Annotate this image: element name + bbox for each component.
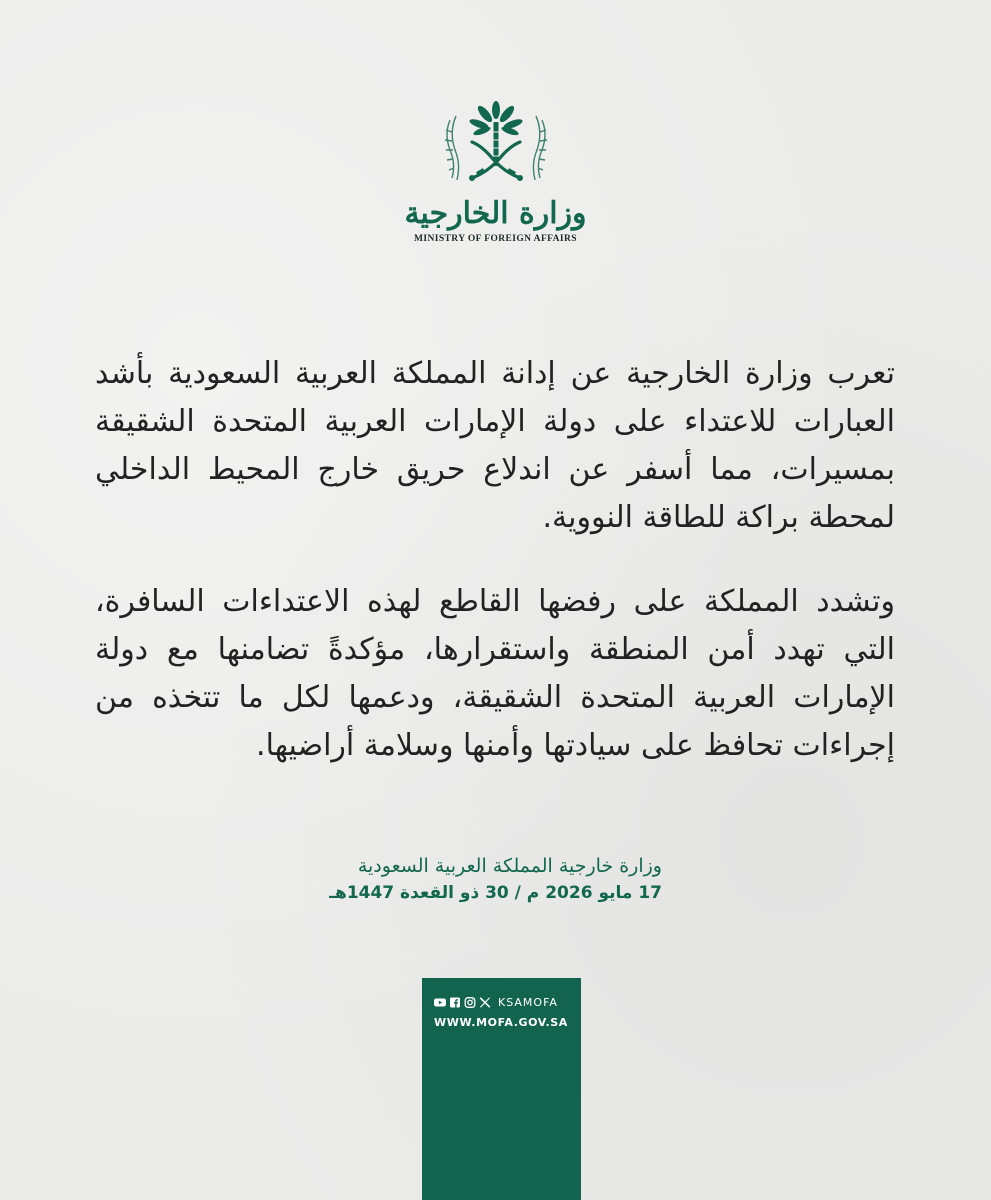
ministry-name-arabic: وزارة الخارجية <box>404 196 587 231</box>
palm-and-crossed-swords-icon <box>436 100 556 196</box>
youtube-icon[interactable] <box>434 997 446 1008</box>
footer-contact-block <box>422 978 581 1200</box>
ministry-name-english: MINISTRY OF FOREIGN AFFAIRS <box>414 234 577 244</box>
signature-block <box>329 852 662 906</box>
social-links <box>434 996 558 1009</box>
social-handle[interactable]: KSAMOFA <box>498 996 558 1009</box>
instagram-icon[interactable] <box>464 997 476 1008</box>
statement-paragraph-2: وتشدد المملكة على رفضها القاطع لهذه الاعتداءات السافرة، التي تهدد أمن المنطقة واستقرارها، مؤكدةً تضامنها مع دولة الإمارات العربية المتحدة الشقيقة، ودعمها لكل ما تتخذه من إجراءات تحافظ على سيادتها وأمنها وسلامة أراضيها. <box>95 584 895 763</box>
website-link[interactable]: WWW.MOFA.GOV.SA <box>434 1016 568 1029</box>
signature-date: 17 مايو 2026 م / 30 ذو القعدة 1447هـ <box>329 883 662 903</box>
signature-name: وزارة خارجية المملكة العربية السعودية <box>357 855 662 877</box>
x-icon[interactable] <box>479 997 491 1008</box>
facebook-icon[interactable] <box>449 997 461 1008</box>
statement-paragraph-1: تعرب وزارة الخارجية عن إدانة المملكة العربية السعودية بأشد العبارات للاعتداء على دولة الإمارات العربية المتحدة الشقيقة بمسيرات، مما أسفر عن اندلاع حريق خارج المحيط الداخلي لمحطة براكة للطاقة النووية. <box>95 356 895 535</box>
ministry-logo <box>0 100 991 244</box>
